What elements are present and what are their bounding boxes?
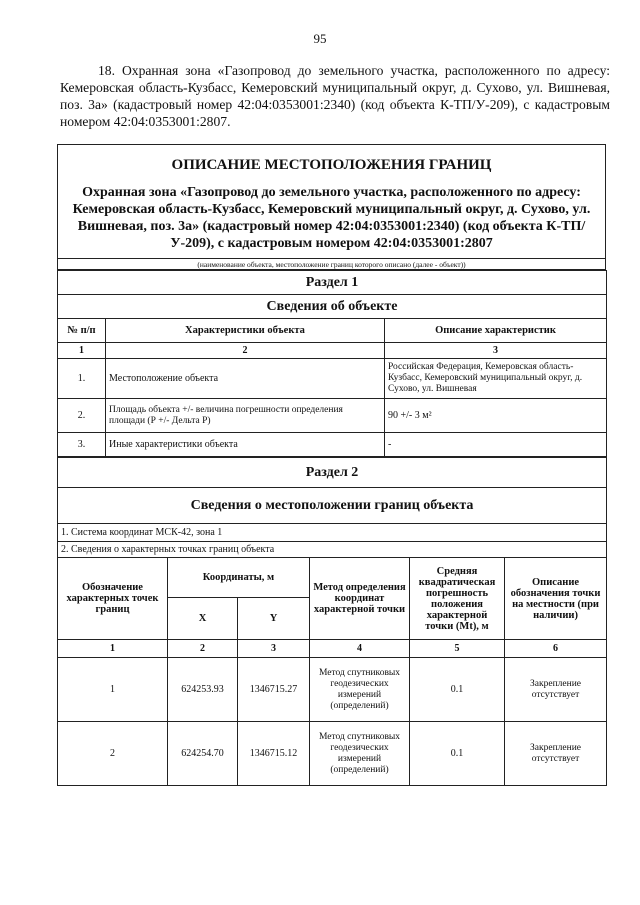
table-row bbox=[58, 399, 607, 433]
document-subtitle: Охранная зона «Газопровод до земельного участка, расположенного по адресу: Кемеровская область-Кузбасс, Кемеровский муниципальный округ, д. Сухово, ул. Вишневая, поз. 3а» (кадастровый номер 42:04:0353001:2340) (код объекта К-ТП/У-209), с кадастровым номером 42:04:0353001:2807 bbox=[72, 185, 591, 251]
point-accuracy: 0.1 bbox=[410, 658, 505, 722]
col-number: 1 bbox=[58, 640, 168, 658]
header-method: Метод определения координат характерной точки bbox=[310, 558, 410, 640]
section1-title: Раздел 1 bbox=[58, 271, 607, 295]
point-y: 1346715.27 bbox=[238, 658, 310, 722]
section2-table bbox=[57, 457, 607, 786]
row-description: - bbox=[385, 433, 607, 457]
document-title: ОПИСАНИЕ МЕСТОПОЛОЖЕНИЯ ГРАНИЦ bbox=[171, 157, 492, 173]
col-number: 3 bbox=[238, 640, 310, 658]
col-number: 5 bbox=[410, 640, 505, 658]
header-characteristics: Характеристики объекта bbox=[106, 319, 385, 343]
section2-subtitle: Сведения о местоположении границ объекта bbox=[58, 488, 607, 524]
header-y: Y bbox=[238, 598, 310, 640]
point-y: 1346715.12 bbox=[238, 722, 310, 786]
col-number: 4 bbox=[310, 640, 410, 658]
row-description: 90 +/- 3 м² bbox=[385, 399, 607, 433]
header-accuracy: Средняя квадратическая погрешность положения характерной точки (Mt), м bbox=[410, 558, 505, 640]
header-number: № п/п bbox=[58, 319, 106, 343]
point-description: Закрепление отсутствует bbox=[505, 658, 607, 722]
col-number: 3 bbox=[385, 343, 607, 359]
coordinate-system: 1. Система координат МСК-42, зона 1 bbox=[58, 524, 607, 542]
section1-table bbox=[57, 270, 607, 457]
col-number: 6 bbox=[505, 640, 607, 658]
row-characteristic: Местоположение объекта bbox=[106, 359, 385, 399]
point-method: Метод спутниковых геодезических измерений (определений) bbox=[310, 722, 410, 786]
section2-title: Раздел 2 bbox=[58, 458, 607, 488]
row-number: 1. bbox=[58, 359, 106, 399]
table-row bbox=[58, 433, 607, 457]
col-number: 2 bbox=[168, 640, 238, 658]
point-method: Метод спутниковых геодезических измерений (определений) bbox=[310, 658, 410, 722]
boundary-description-form bbox=[57, 144, 606, 786]
row-characteristic: Площадь объекта +/- величина погрешности определения площади (Р +/- Дельта Р) bbox=[106, 399, 385, 433]
col-number: 1 bbox=[58, 343, 106, 359]
point-accuracy: 0.1 bbox=[410, 722, 505, 786]
table-row bbox=[58, 658, 607, 722]
table-row bbox=[58, 722, 607, 786]
points-caption: 2. Сведения о характерных точках границ объекта bbox=[58, 542, 607, 558]
header-coordinates: Координаты, м bbox=[168, 558, 310, 598]
header-x: X bbox=[168, 598, 238, 640]
header-cell bbox=[58, 145, 606, 259]
point-id: 1 bbox=[58, 658, 168, 722]
section1-subtitle: Сведения об объекте bbox=[58, 295, 607, 319]
point-x: 624253.93 bbox=[168, 658, 238, 722]
row-characteristic: Иные характеристики объекта bbox=[106, 433, 385, 457]
header-description: Описание характеристик bbox=[385, 319, 607, 343]
point-id: 2 bbox=[58, 722, 168, 786]
row-number: 3. bbox=[58, 433, 106, 457]
point-description: Закрепление отсутствует bbox=[505, 722, 607, 786]
col-number: 2 bbox=[106, 343, 385, 359]
row-description: Российская Федерация, Кемеровская область-Кузбасс, Кемеровский муниципальный округ, д. Сухово, ул. Вишневая bbox=[385, 359, 607, 399]
form-header bbox=[57, 144, 606, 270]
row-number: 2. bbox=[58, 399, 106, 433]
name-note: (наименование объекта, местоположение границ которого описано (далее - объект)) bbox=[58, 259, 606, 270]
intro-paragraph: 18. Охранная зона «Газопровод до земельного участка, расположенного по адресу: Кемеровская область-Кузбасс, Кемеровский муниципальный округ, д. Сухово, ул. Вишневая, поз. 3а» (кадастровый номер 42:04:0353001:2340) (код объекта К-ТП/У-209), с кадастровым номером 42:04:0353001:2807. bbox=[60, 63, 610, 129]
page-number: 95 bbox=[313, 31, 327, 46]
point-x: 624254.70 bbox=[168, 722, 238, 786]
header-designation: Обозначение характерных точек границ bbox=[58, 558, 168, 640]
table-row bbox=[58, 359, 607, 399]
header-point-description: Описание обозначения точки на местности (при наличии) bbox=[505, 558, 607, 640]
